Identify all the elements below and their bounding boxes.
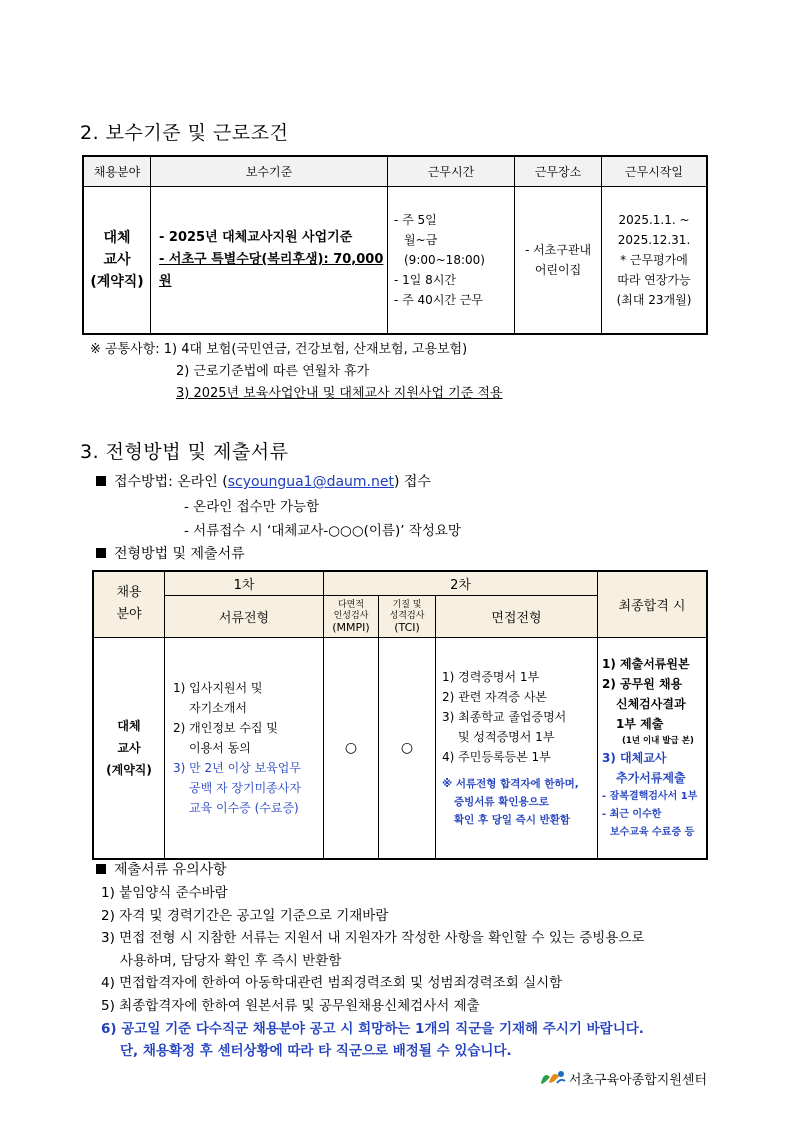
caution-item: 6) 공고일 기준 다수직군 채용분야 공고 시 희망하는 1개의 직군을 기재해 주시기 바랍니다. bbox=[101, 1020, 644, 1037]
docs-cell: 1) 입사지원서 및 자기소개서 2) 개인정보 수집 및 이용서 동의 3) 만 2년 이상 보육업무 공백 자 장기미종사자 교육 이수증 (수료증) bbox=[165, 637, 324, 859]
mmpi-cell: ○ bbox=[324, 637, 379, 859]
final-cell: 1) 제출서류원본 2) 공무원 채용 신체검사결과 1부 제출 (1년 이내 발급 본) 3) 대체교사 추가서류제출 - 잠복결핵검사서 1부 - 최근 이수한 보수교육 수료증 등 bbox=[598, 637, 708, 859]
field-cell: 대체 교사 (계약직) bbox=[83, 186, 151, 334]
header-interview: 면접전형 bbox=[436, 595, 598, 637]
caution-item: 2) 자격 및 경력기간은 공고일 기준으로 기재바람 bbox=[101, 907, 389, 924]
caution-item: 1) 붙임양식 준수바람 bbox=[101, 885, 228, 901]
caution-item: 4) 면접합격자에 한하여 아동학대관련 범죄경력조회 및 성범죄경력조회 실시함 bbox=[101, 975, 563, 992]
pay-cell: - 2025년 대체교사지원 사업기준 - 서초구 특별수당(복리후생): 70,000원 bbox=[151, 186, 388, 334]
caution-heading: 제출서류 유의사항 bbox=[96, 859, 227, 879]
field-cell: 대체 교사 (계약직) bbox=[93, 637, 165, 859]
place-cell: - 서초구관내 어린이집 bbox=[515, 186, 602, 334]
caution-item: 단, 채용확정 후 센터상황에 따라 타 직군으로 배정될 수 있습니다. bbox=[120, 1043, 512, 1060]
header-doc-review: 서류전형 bbox=[165, 595, 324, 637]
square-bullet-icon bbox=[96, 476, 106, 486]
square-bullet-icon bbox=[96, 548, 106, 558]
interview-cell: 1) 경력증명서 1부 2) 관련 자격증 사본 3) 최종학교 졸업증명서 및 성적증명서 1부 4) 주민등록등본 1부 ※ 서류전형 합격자에 한하며, 증빙서류 확인용으로 확인 후 당일 즉시 반환함 bbox=[436, 637, 598, 859]
header-stage2: 2차 bbox=[324, 571, 598, 595]
header-start: 근무시작일 bbox=[602, 156, 708, 186]
header-field: 채용분야 bbox=[83, 156, 151, 186]
caution-item: 3) 면접 전형 시 지참한 서류는 지원서 내 지원자가 작성한 사항을 확인할 수 있는 증빙용으로 bbox=[101, 930, 645, 947]
center-logo-icon bbox=[539, 1068, 567, 1088]
header-tci: 기질 및 성격검사 (TCI) bbox=[379, 595, 436, 637]
header-mmpi: 다면적 인성검사 (MMPI) bbox=[324, 595, 379, 637]
caution-list bbox=[101, 882, 644, 1063]
start-cell: 2025.1.1. ~ 2025.12.31. * 근무평가에 따라 연장가능 (최대 23개월) bbox=[602, 186, 708, 334]
header-stage1: 1차 bbox=[165, 571, 324, 595]
org-name: 서초구육아종합지원센터 bbox=[568, 1072, 707, 1088]
section-3-title: 3. 전형방법 및 제출서류 bbox=[80, 441, 289, 463]
email-link[interactable]: scyoungua1@daum.net bbox=[227, 474, 394, 490]
header-pay: 보수기준 bbox=[151, 156, 388, 186]
hours-cell: - 주 5일 월~금(9:00~18:00) - 1일 8시간 - 주 40시간 근무 bbox=[388, 186, 515, 334]
receipt-method: 접수방법: 온라인 (scyoungua1@daum.net) 접수 bbox=[96, 471, 431, 491]
footer-logo bbox=[539, 1068, 707, 1088]
header-final: 최종합격 시 bbox=[598, 571, 708, 637]
square-bullet-icon bbox=[96, 864, 106, 874]
method-heading: 전형방법 및 제출서류 bbox=[96, 543, 245, 563]
header-hours: 근무시간 bbox=[388, 156, 515, 186]
selection-table bbox=[92, 570, 708, 860]
header-place: 근무장소 bbox=[515, 156, 602, 186]
common-notes: ※ 공통사항: 1) 4대 보험(국민연금, 건강보험, 산재보험, 고용보험) 2) 근로기준법에 따른 연월차 휴가 3) 2025년 보육사업안내 및 대체교사 지원사업 기준 적용 bbox=[90, 342, 503, 401]
header-field: 채용 분야 bbox=[93, 571, 165, 637]
caution-item: 5) 최종합격자에 한하여 원본서류 및 공무원채용신체검사서 제출 bbox=[101, 997, 480, 1014]
pay-conditions-table bbox=[82, 155, 708, 335]
section-2-title: 2. 보수기준 및 근로조건 bbox=[80, 122, 289, 144]
caution-item: 사용하며, 담당자 확인 후 즉시 반환함 bbox=[120, 952, 342, 969]
tci-cell: ○ bbox=[379, 637, 436, 859]
receipt-sub-notes: - 온라인 접수만 가능함 - 서류접수 시 ‘대체교사-○○○(이름)’ 작성요망 bbox=[184, 499, 461, 539]
